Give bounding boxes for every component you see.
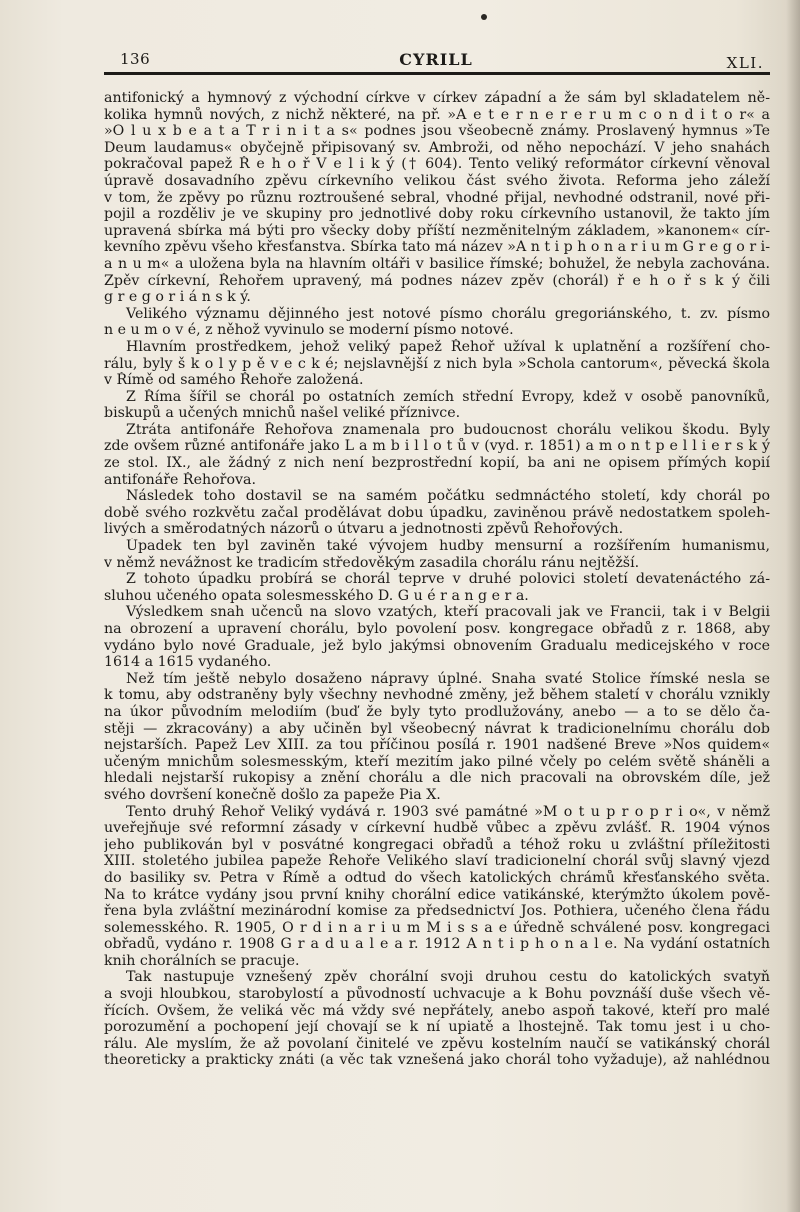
text-line: livých a směrodatných názorů o útvaru a jednotnosti zpěvů Řehořových.: [104, 521, 624, 538]
text-line: XIII. stoletého jubilea papeže Řehoře Velikého slaví tradicionelní chorál svůj slavný vjezd: [104, 853, 770, 870]
text-line: kolika hymnů nových, z nichž některé, na př. »A e t e r n e r e r u m c o n d i t o r« a: [104, 106, 770, 123]
text-line: Hlavním prostředkem, jehož veliký papež Řehoř užíval k uplatnění a rozšíření cho-: [126, 338, 770, 355]
paragraph: [104, 389, 770, 422]
text-line: učeným mnichům solesmesským, kteří mezitím jako pilné včely po celém světě sháněli a: [104, 753, 770, 770]
running-header: [106, 50, 766, 72]
text-line: v tom, že zpěvy po různu roztroušené sebral, vhodné přijal, nevhodné odstranil, nové při-: [104, 189, 770, 206]
section-number: XLI.: [726, 54, 764, 72]
text-line: Následek toho dostavil se na samém počátku sedmnáctého století, kdy chorál po: [126, 488, 770, 505]
text-line: pokračoval papež Ř e h o ř V e l i k ý († 604). Tento veliký reformátor církevní věnoval: [104, 156, 770, 173]
text-line: Velikého významu dějinného jest notové písmo chorálu gregoriánského, t. zv. písmo: [126, 305, 770, 322]
text-line: době svého rozkvětu začal prodělávat dobu úpadku, zaviněnou právě nedostatkem spoleh-: [104, 504, 770, 521]
text-line: v němž nevážnost ke tradicím středověkým zasadila chorálu ránu nejtěžší.: [104, 554, 640, 571]
text-line: řena byla zvláštní mezinárodní komise za předsednictví Jos. Pothiera, učeného člena řádu: [104, 903, 770, 920]
text-line: hledali nejstarší rukopisy a znění chorálu a dle nich pracovali na obrovském díle, jež: [104, 770, 770, 787]
body-text: [104, 90, 770, 1069]
paragraph: [104, 804, 770, 970]
page-number: 136: [120, 50, 151, 68]
text-line: sluhou učeného opata solesmesského D. G u é r a n g e r a.: [104, 587, 529, 604]
text-line: knih chorálních se pracuje.: [104, 952, 300, 969]
text-line: jeho publikován byl v posvátné kongregaci obřadů a téhož roku u zvláštní příležitosti: [104, 836, 770, 853]
text-line: stěji — zkracovány) a aby učiněn byl všeobecný návrat k tradicionelnímu chorálu dob: [104, 720, 770, 737]
paragraph: [104, 306, 770, 339]
text-line: Z Říma šířil se chorál po ostatních zemích střední Evropy, kdež v osobě panovníků,: [126, 388, 770, 405]
text-line: »O l u x b e a t a T r i n i t a s« podnes jsou všeobecně známy. Proslavený hymnus »Te: [104, 123, 770, 140]
text-line: porozumění a pochopení její chovají se k ní upiatě a lhostejně. Tak tomu jest i u cho-: [104, 1019, 770, 1036]
text-line: n e u m o v é, z něhož vyvinulo se moderní písmo notové.: [104, 322, 514, 339]
text-line: uveřejňuje své reformní zásady v církevní hudbě vůbec a zpěvu zvlášť. R. 1904 výnos: [104, 820, 770, 837]
header-rule: [104, 72, 770, 75]
text-line: vydáno bylo nové Graduale, jež bylo jakýmsi obnovením Gradualu medicejského v roce: [104, 637, 770, 654]
text-line: g r e g o r i á n s k ý.: [104, 289, 251, 306]
paragraph: [104, 571, 770, 604]
text-line: úpravě dosavadního zpěvu církevního velikou část svého života. Reforma jeho záleží: [104, 172, 770, 189]
text-line: k tomu, aby odstraněny byly všechny nevhodné změny, jež během staletí v chorálu vznikly: [104, 687, 770, 704]
text-line: nejstarších. Papež Lev XIII. za tou příčinou posílá r. 1901 nadšené Breve »Nos quidem«: [104, 737, 770, 754]
text-line: a svoji hloubkou, starobylostí a původností uchvacuje a k Bohu povznáší duše všech vě-: [104, 986, 770, 1003]
text-line: Zpěv církevní, Řehořem upravený, má podnes název zpěv (chorál) ř e h o ř s k ý čili: [104, 272, 770, 289]
paragraph: [104, 90, 770, 306]
text-line: biskupů a učených mnichů našel veliké příznivce.: [104, 405, 461, 422]
text-line: theoreticky a prakticky znáti (a věc tak vznešená jako chorál toho vyžaduje), až nahlédnou: [104, 1052, 770, 1069]
text-line: Než tím ještě nebylo dosaženo nápravy úplné. Snaha svaté Stolice římské nesla se: [126, 670, 770, 687]
text-line: Na to krátce vydány jsou první knihy chorální edice vatikánské, kterýmžto úkolem pově-: [104, 886, 770, 903]
paragraph: [104, 339, 770, 389]
text-line: antifonický a hymnový z východní církve v církev západní a že sám byl skladatelem ně-: [104, 90, 770, 106]
text-line: Z tohoto úpadku probírá se chorál teprve v druhé polovici století devatenáctého zá-: [126, 571, 770, 588]
text-line: Tento druhý Řehoř Veliký vydává r. 1903 své památné »M o t u p r o p r i o«, v němž: [126, 803, 770, 820]
text-line: antifonáře Řehořova.: [104, 471, 256, 488]
text-line: řících. Ovšem, že veliká věc má vždy své nepřátely, anebo aspoň takové, kteří pro malé: [104, 1002, 770, 1019]
text-line: Ztráta antifonáře Řehořova znamenala pro budoucnost chorálu velikou škodu. Byly: [126, 421, 770, 438]
text-line: ze stol. IX., ale žádný z nich není bezprostřední kopií, ba ani ne opisem přímých kopií: [104, 455, 770, 472]
text-line: zde ovšem různé antifonáře jako L a m b i l l o t ů v (vyd. r. 1851) a m o n t p e l l i e r s k ý: [104, 438, 770, 455]
text-line: rálu, byly š k o l y p ě v e c k é; nejslavnější z nich byla »Schola cantorum«, pěvecká škola: [104, 355, 770, 372]
paragraph: [104, 538, 770, 571]
paragraph: [104, 604, 770, 670]
text-line: upravená sbírka má býti pro všecky doby příští nezměnitelným základem, »kanonem« cír-: [104, 222, 770, 239]
text-line: a n u m« a uložena byla na hlavním oltáři v basilice římské; bohužel, že nebyla zachována.: [104, 255, 770, 272]
text-line: rálu. Ale myslím, že až povolaní činitelé ve zpěvu kostelním naučí se vatikánský chorál: [104, 1035, 770, 1052]
text-line: svého dovršení konečně došlo za papeže Pia X.: [104, 786, 441, 803]
page-edge-shadow: [786, 0, 800, 1212]
text-line: Výsledkem snah učenců na slovo vzatých, kteří pracovali jak ve Francii, tak i v Belgii: [126, 604, 770, 621]
text-line: solemesského. R. 1905, O r d i n a r i u m M i s s a e úředně schválené posv. kongregaci: [104, 919, 770, 936]
text-line: Tak nastupuje vznešený zpěv chorální svoji druhou cestu do katolických svatyň: [126, 969, 770, 986]
text-line: na úkor původním melodiím (buď že byly tyto prodlužovány, anebo — a to se dělo ča-: [104, 703, 770, 720]
ink-dot: [481, 14, 487, 20]
text-line: na obrození a upravení chorálu, bylo povolení posv. kongregace obřadů z r. 1868, aby: [104, 621, 770, 637]
running-title: CYRILL: [399, 50, 473, 69]
text-line: pojil a rozděliv je ve skupiny pro jednotlivé doby roku církevního ustanovil, že takto jím: [104, 206, 770, 223]
text-line: Deum laudamus« obyčejně připisovaný sv. Ambroži, od něho nepochází. V jeho snahách: [104, 139, 770, 156]
text-line: do basiliky sv. Petra v Římě a odtud do všech katolických chrámů křesťanského světa.: [104, 869, 770, 886]
text-line: Úpadek ten byl zaviněn také vývojem hudby mensurní a rozšířením humanismu,: [126, 538, 770, 555]
paragraph: [104, 671, 770, 804]
text-line: obřadů, vydáno r. 1908 G r a d u a l e a r. 1912 A n t i p h o n a l e. Na vydání ostatních: [104, 936, 770, 953]
text-line: v Římě od samého Řehoře založená.: [104, 372, 364, 389]
text-line: kevního zpěvu všeho křesťanstva. Sbírka tato má název »A n t i p h o n a r i u m G r e g o r i-: [104, 239, 770, 256]
text-line: 1614 a 1615 vydaného.: [104, 654, 272, 671]
paragraph: [104, 422, 770, 488]
paragraph: [104, 969, 770, 1069]
paragraph: [104, 488, 770, 538]
